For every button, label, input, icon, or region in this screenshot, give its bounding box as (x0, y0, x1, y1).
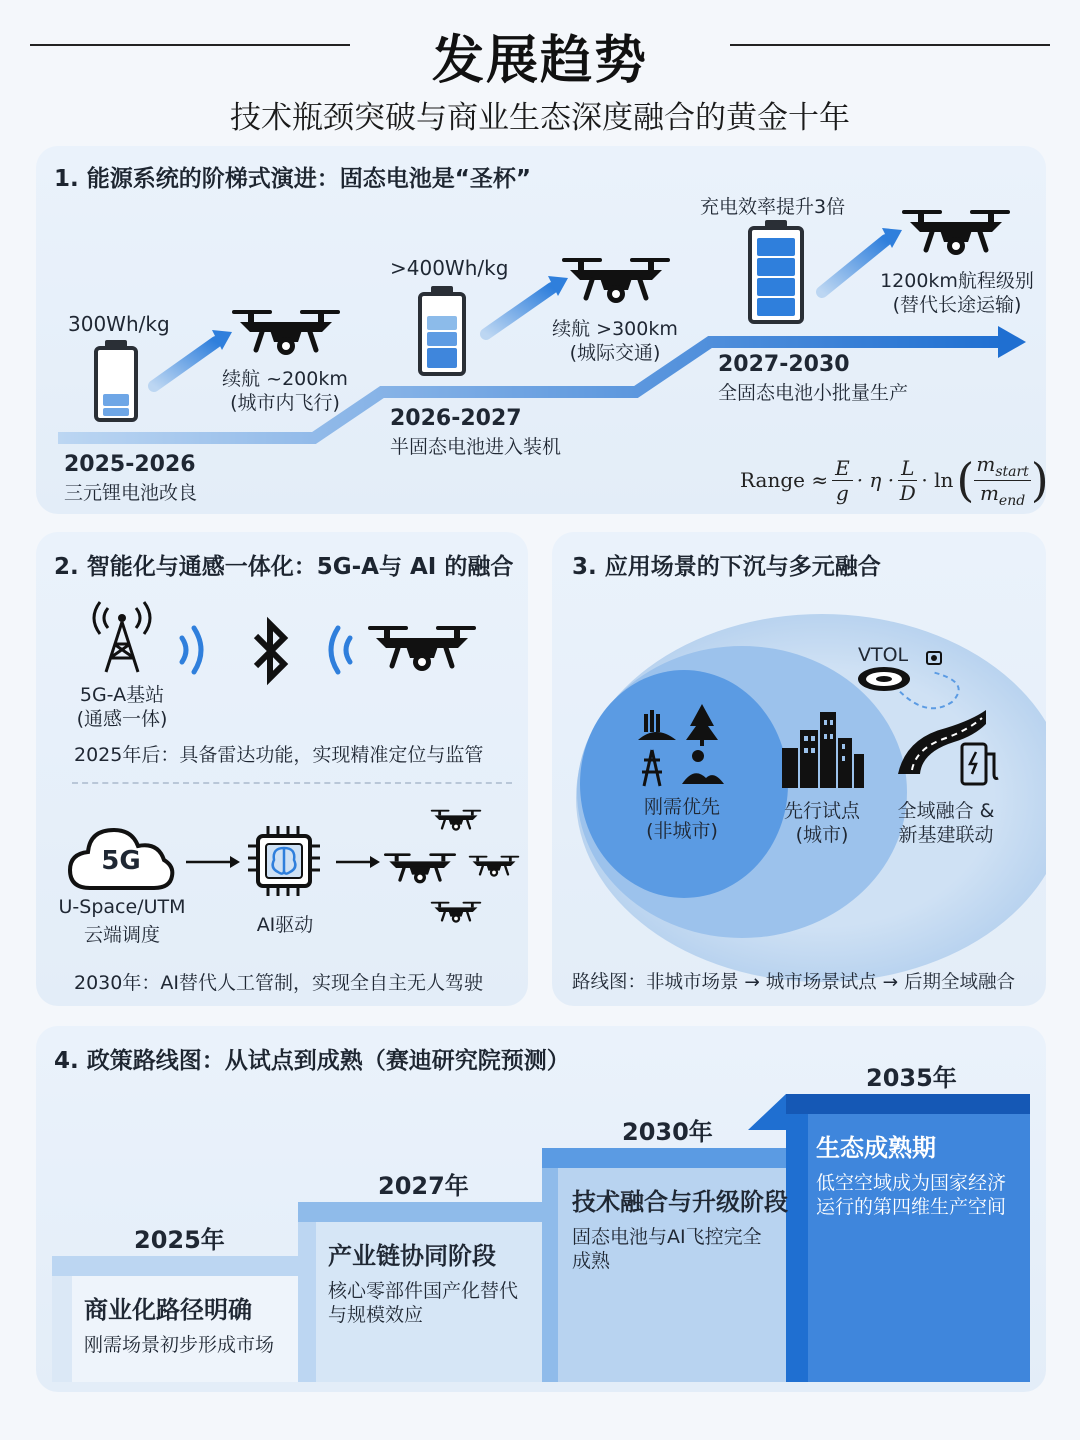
step4-desc-2: 运行的第四维生产空间 (816, 1196, 1007, 1218)
stage2-desc: 半固态电池进入装机 (390, 436, 562, 458)
intelligence-panel-title: 2. 智能化与通感一体化：5G-A与 AI 的融合 (54, 554, 514, 580)
step1-name: 商业化路径明确 (84, 1296, 252, 1324)
step1-desc: 刚需场景初步形成市场 (84, 1334, 275, 1356)
cloud-sublabel: 云端调度 (83, 924, 160, 946)
stage1-range-note: (城市内飞行) (230, 392, 340, 414)
stage2-range-note: (城际交通) (569, 342, 661, 364)
stage3-desc: 全固态电池小批量生产 (718, 382, 909, 404)
tower-icon (86, 596, 158, 676)
station-label: 5G-A基站 (79, 684, 165, 706)
middle-sublabel: (城市) (795, 824, 849, 846)
step3-year: 2030年 (622, 1118, 713, 1146)
drone-icon (362, 618, 482, 678)
ai-chip-icon (244, 822, 326, 900)
stage1-range: 续航 ~200km (222, 368, 348, 390)
station-sublabel: (通感一体) (76, 708, 168, 730)
middle-label: 先行试点 (783, 800, 860, 822)
stage3-range: 1200km航程级别 (880, 270, 1034, 292)
range-formula: Range ≈ $\frac{E}{g}$ · η · L D · ln ( $m_{start}$ $m_{end}$ ) (740, 451, 1049, 509)
step3-name: 技术融合与升级阶段 (572, 1188, 788, 1216)
page-title: 发展趋势 (431, 31, 648, 91)
scenario-panel-title: 3. 应用场景的下沉与多元融合 (572, 554, 881, 580)
battery-icon (748, 226, 804, 324)
step4-year: 2035年 (866, 1064, 957, 1092)
step4-name: 生态成熟期 (816, 1134, 936, 1162)
step4-desc: 低空空域成为国家经济 (816, 1172, 1007, 1194)
stage2-range: 续航 >300km (552, 318, 678, 340)
stage2-years: 2026-2027 (390, 406, 522, 431)
cloud-label: U-Space/UTM (58, 896, 186, 918)
stage3-density: 充电效率提升3倍 (700, 196, 846, 218)
city-icon (778, 708, 866, 788)
drone-icon (924, 646, 946, 668)
vtol-label: VTOL (858, 644, 909, 666)
step3-desc-2: 成熟 (572, 1250, 611, 1272)
inner-sublabel: (非城市) (646, 820, 718, 842)
page-subtitle: 技术瓶颈突破与商业生态深度融合的黄金十年 (230, 100, 850, 136)
step2-name: 产业链协同阶段 (328, 1242, 496, 1270)
roadmap-text: 路线图：非城市场景 → 城市场景试点 → 后期全域融合 (572, 972, 1016, 993)
signal-waves-icon (312, 620, 356, 680)
stage1-desc: 三元锂电池改良 (64, 482, 198, 504)
cloud-5g-text: 5G (101, 846, 141, 876)
drone-icon (556, 250, 676, 310)
stage2-density: >400Wh/kg (390, 256, 509, 280)
stage3-range-note: (替代长途运输) (892, 294, 1022, 316)
battery-icon (94, 346, 138, 422)
arrow-right-icon (334, 852, 380, 872)
note-2030: 2030年：AI替代人工管制，实现全自主无人驾驶 (74, 972, 483, 994)
drone-icon (428, 806, 484, 834)
note-2025: 2025年后：具备雷达功能，实现精准定位与监管 (74, 744, 484, 766)
policy-panel-title: 4. 政策路线图：从试点到成熟（赛迪研究院预测） (54, 1048, 570, 1074)
drone-icon (428, 898, 484, 926)
ai-label: AI驱动 (256, 914, 314, 936)
outer-sublabel: 新基建联动 (898, 824, 994, 846)
outer-label: 全域融合 & (897, 800, 995, 822)
drone-icon (380, 848, 460, 888)
step2-desc: 核心零部件国产化替代 (328, 1280, 519, 1302)
battery-icon (418, 292, 466, 376)
inner-label: 刚需优先 (643, 796, 720, 818)
stage3-years: 2027-2030 (718, 352, 850, 377)
drone-icon (466, 852, 522, 880)
drone-icon (226, 302, 346, 362)
stage1-density: 300Wh/kg (68, 312, 170, 336)
energy-panel-title: 1. 能源系统的阶梯式演进：固态电池是“圣杯” (54, 166, 531, 192)
stage1-years: 2025-2026 (64, 452, 196, 477)
nature-icon (632, 700, 728, 788)
vtol-icon (856, 664, 912, 694)
charger-icon (958, 740, 1002, 788)
drone-icon (896, 202, 1016, 262)
step2-year: 2027年 (378, 1172, 469, 1200)
step3-desc: 固态电池与AI飞控完全 (572, 1226, 762, 1248)
divider (72, 782, 512, 784)
step2-desc-2: 与规模效应 (328, 1304, 424, 1326)
bluetooth-icon (248, 616, 294, 686)
step1-year: 2025年 (134, 1226, 225, 1254)
signal-waves-icon (176, 620, 220, 680)
arrow-right-icon (184, 852, 240, 872)
